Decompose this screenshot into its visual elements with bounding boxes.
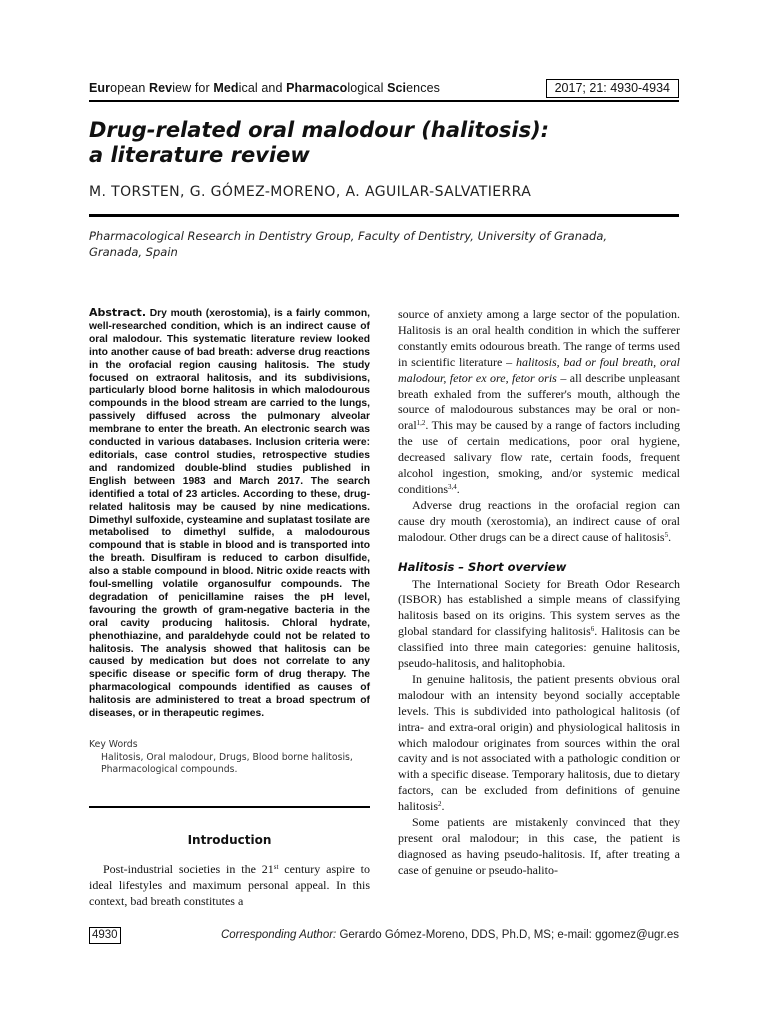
abstract <box>89 307 370 721</box>
citation-box: 2017; 21: 4930-4934 <box>546 79 679 98</box>
introduction-heading: Introduction <box>187 833 272 847</box>
paragraph-5: Some patients are mistakenly convinced that they present oral malodour; in this case, the patient is diagnosed as having pseudo-halitosis. If, after treating a case of genuine or pseudo-halito- <box>398 815 680 877</box>
keywords-rule <box>89 806 370 808</box>
right-column <box>398 307 680 879</box>
affiliation <box>89 229 649 260</box>
page-footer <box>89 927 679 947</box>
section-heading: Halitosis – Short overview <box>398 559 567 574</box>
affiliation-line-2: Granada, Spain <box>89 244 178 259</box>
article-title <box>89 118 679 168</box>
journal-name-part: European Review for Medical and Pharmacological Sciences <box>89 81 440 95</box>
footnote-sup: st <box>273 863 279 871</box>
introduction-text: Post-industrial societies in the 21st century aspire to ideal lifestyles and maximum personal appeal. In this context, bad breath constitutes a <box>89 862 370 908</box>
affiliation-line-1: Pharmacological Research in Dentistry Group, Faculty of Dentistry, University of Granada, <box>89 229 608 243</box>
journal-header <box>89 79 679 101</box>
keywords-text: Halitosis, Oral malodour, Drugs, Blood borne halitosis, Pharmacological compounds. <box>101 751 353 775</box>
paragraph-3: The International Society for Breath Odor Research (ISBOR) has established a simple means of classifying halitosis based on its origins. This system serves as the global standard for classifying halitosis$^6$. Halitosis can be classified into three main categories: genuine halitosis, pseudo-halitosis, and halitophobia. <box>398 576 680 671</box>
citation-sup: 5 <box>664 530 669 539</box>
citation-sup: 3,4 <box>448 482 457 491</box>
citation-sup: 1,2 <box>416 419 426 428</box>
paragraph-4: In genuine halitosis, the patient presents obvious oral malodour with an intensity beyond socially acceptable levels. This is subdivided into pathological halitosis (of intra- and extra-oral origin) and physiological halitosis in which malodour originates from sources within the oral cavity and is not associated with a pathologic condition or with a specific disease. Temporary halitosis, due to dietary factors, can be excluded from definitions of genuine halitosis$^2$. <box>398 671 680 814</box>
title-line-2: a literature review <box>89 143 310 167</box>
paragraph-2: Adverse drug reactions in the orofacial region can cause dry mouth (xerostomia), an indirect cause of oral malodour. Other drugs can be a direct cause of halitosis$^5$. <box>398 497 680 544</box>
citation-sup: 6 <box>590 625 595 634</box>
abstract-label: Abstract. <box>89 306 146 319</box>
journal-name <box>89 81 440 95</box>
paragraph-1: source of anxiety among a large sector of the population. Halitosis is an oral health condition in which the sufferer constantly emits odourous breath. The range of terms used in scientific literature – halitosis, bad or foul breath, oral malodour, fetor ex ore, fetor oris – all describe unpleasant breath exhaled from the sufferer's mouth, although the source of malodourous substances may be oral or non-oral$^{1,2}$. This may be caused by a range of factors including the use of certain medications, poor oral hygiene, decreased salivary flow rate, certain foods, frequent alcohol ingestion, smoking, and/or systemic medical conditions$^{3,4}$. <box>398 307 681 496</box>
citation-sup: 2 <box>438 800 442 809</box>
abstract-text: Dry mouth (xerostomia), is a fairly common, well-researched condition, which is an indirect cause of oral malodour. This systematic literature review looked into another cause of bad breath: adverse drug reactions in the orofacial region causing halitosis. The study focused on extraoral halitosis, and its subdivisions, particularly blood borne halitosis in which malodourous compounds in the blood stream are carried to the lungs, passively diffused across the pulmonary alveolar membrane to enter the breath. An electronic search was conducted in various databases. Inclusion criteria were: editorials, case control studies, retrospective studies and randomized double-blind studies published in English between 1983 and March 2017. The search identified a total of 23 articles. According to these, drug-related halitosis may be caused by nine medications. Dimethyl sulfoxide, cysteamine and suplatast tosilate are metabolised to dimethyl sulfide, a malodourous compound that is stable in blood and is transported into the breath. Disulfiram is reduced to carbon disulfide, also a stable compound in blood. Nitric oxide reacts with foul-smelling volatile organosulfur compounds. The degradation of penicillamine raises the pH level, favouring the growth of gram-negative bacteria in the oral cavity producing halitosis. Chloral hydrate, phenothiazine, and paraldehyde could not be related to halitosis. The analysis showed that halitosis can be caused by medication but does not correlate to any specific disease or specific form of drug therapy. The pharmacological compounds identified as causes of halitosis are administered to treat a broad spectrum of diseases, or in therapeutic regimes. <box>89 308 370 720</box>
keywords <box>89 739 370 777</box>
keywords-label: Key Words <box>89 739 138 750</box>
header-rule <box>89 100 679 102</box>
page-number: 4930 <box>89 927 121 944</box>
title-rule <box>89 214 679 217</box>
corresponding-author: Corresponding Author: Gerardo Gómez-Moreno, DDS, Ph.D, MS; e-mail: ggomez@ugr.es <box>220 929 679 941</box>
left-column <box>89 307 370 777</box>
title-line-1: Drug-related oral malodour (halitosis): <box>89 118 550 142</box>
authors: M. TORSTEN, G. GÓMEZ-MORENO, A. AGUILAR-SALVATIERRA <box>89 184 532 200</box>
